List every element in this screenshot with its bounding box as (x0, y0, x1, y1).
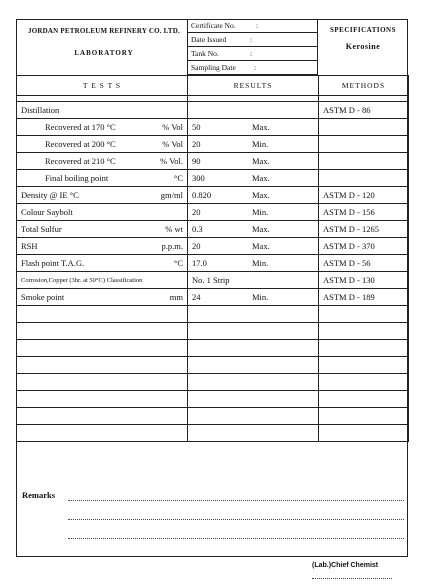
test-unit: °C (173, 173, 183, 183)
result-cell[interactable] (188, 153, 319, 170)
tank-number-row (188, 47, 317, 61)
result-cell[interactable] (188, 255, 319, 272)
empty-table-row (17, 425, 409, 442)
sampling-date-colon: : (254, 63, 257, 72)
result-limit: Min. (252, 207, 269, 217)
method-cell: ASTM D - 120 (319, 187, 409, 204)
test-unit: °C (173, 258, 183, 268)
result-value: 90 (192, 156, 201, 166)
remarks-label: Remarks (22, 490, 56, 500)
empty-cell[interactable] (17, 340, 188, 357)
date-issued-row (188, 33, 317, 47)
remarks-line[interactable] (68, 538, 404, 539)
certificate-row (188, 19, 317, 33)
test-unit: % Vol. (160, 156, 183, 166)
tank-number-colon: : (250, 49, 253, 58)
empty-table-row (17, 408, 409, 425)
test-name-cell (17, 255, 188, 272)
test-unit: p.p.m. (161, 241, 183, 251)
result-limit: Max. (252, 224, 270, 234)
blank-rows (17, 306, 409, 442)
empty-cell[interactable] (17, 391, 188, 408)
empty-cell[interactable] (188, 391, 319, 408)
empty-cell[interactable] (319, 391, 409, 408)
result-value: 0.3 (192, 224, 203, 234)
test-name-cell (17, 136, 188, 153)
empty-cell[interactable] (17, 374, 188, 391)
empty-cell[interactable] (319, 323, 409, 340)
test-name: Smoke point (21, 292, 65, 302)
result-limit: Min. (252, 292, 269, 302)
test-unit: gm/ml (160, 190, 183, 200)
table-row (17, 102, 409, 119)
empty-table-row (17, 391, 409, 408)
chief-chemist-signature-label: (Lab.)Chief Chemist (312, 562, 379, 569)
result-limit: Max. (252, 190, 270, 200)
test-name: Recovered at 210 °C (45, 156, 116, 166)
result-value: 20 (192, 139, 201, 149)
empty-cell[interactable] (319, 408, 409, 425)
table-header-row (17, 76, 409, 96)
department-name: LABORATORY (74, 49, 134, 57)
empty-table-row (17, 340, 409, 357)
method-cell: ASTM D - 1265 (319, 221, 409, 238)
test-name: Total Sulfur (21, 224, 62, 234)
date-issued-colon: : (250, 35, 253, 44)
result-value: 20 (192, 241, 201, 251)
remarks-line[interactable] (68, 519, 404, 520)
result-limit: Min. (252, 139, 269, 149)
test-name-cell (17, 119, 188, 136)
test-name: Density @ IE °C (21, 190, 79, 200)
table-row (17, 136, 409, 153)
result-cell[interactable] (188, 102, 319, 119)
sampling-date-row (188, 61, 317, 75)
empty-cell[interactable] (319, 340, 409, 357)
result-limit: Min. (252, 258, 269, 268)
table-row (17, 170, 409, 187)
result-cell[interactable] (188, 204, 319, 221)
test-name: Corrosion,Copper (3hr. at 50°C) Classification (21, 276, 143, 284)
method-cell (319, 170, 409, 187)
method-cell: ASTM D - 56 (319, 255, 409, 272)
test-name: Final boiling point (45, 173, 109, 183)
result-value: 24 (192, 292, 201, 302)
certificate-number-label: Certificate No. (191, 21, 236, 30)
result-limit: Max. (252, 173, 270, 183)
empty-table-row (17, 357, 409, 374)
test-name: Distillation (21, 105, 60, 115)
table-row (17, 289, 409, 306)
test-unit: % wt (165, 224, 183, 234)
test-name: Recovered at 170 °C (45, 122, 116, 132)
result-cell[interactable] (188, 221, 319, 238)
result-cell[interactable] (188, 170, 319, 187)
empty-cell[interactable] (188, 340, 319, 357)
empty-cell[interactable] (188, 357, 319, 374)
table-row (17, 238, 409, 255)
result-cell[interactable] (188, 136, 319, 153)
result-cell[interactable] (188, 119, 319, 136)
table-row (17, 255, 409, 272)
tests-column-header: T E S T S (17, 76, 188, 96)
empty-table-row (17, 323, 409, 340)
empty-table-row (17, 374, 409, 391)
result-value: 300 (192, 173, 205, 183)
test-name-cell (17, 238, 188, 255)
product-name: Kerosine (345, 42, 381, 51)
method-cell: ASTM D - 370 (319, 238, 409, 255)
test-name-cell (17, 102, 188, 119)
method-cell: ASTM D - 156 (319, 204, 409, 221)
empty-cell[interactable] (188, 323, 319, 340)
table-row (17, 272, 409, 289)
result-limit: Max. (252, 122, 270, 132)
empty-cell[interactable] (188, 425, 319, 442)
sampling-date-label: Sampling Date (191, 63, 236, 72)
table-row (17, 204, 409, 221)
date-issued-label: Date Issued (191, 35, 227, 44)
result-cell[interactable] (188, 272, 319, 289)
empty-cell[interactable] (17, 323, 188, 340)
result-cell[interactable] (188, 187, 319, 204)
method-cell: ASTM D - 86 (319, 102, 409, 119)
table-row (17, 221, 409, 238)
test-unit: % Vol (162, 122, 183, 132)
result-value: No. 1 Strip (192, 275, 230, 285)
remarks-line[interactable] (68, 500, 404, 501)
test-name: Flash point T.A.G. (21, 258, 85, 268)
result-limit: Max. (252, 156, 270, 166)
certificate-info-box (187, 19, 318, 75)
empty-cell[interactable] (319, 374, 409, 391)
method-cell (319, 153, 409, 170)
empty-cell[interactable] (319, 357, 409, 374)
test-name: Colour Saybolt (21, 207, 73, 217)
empty-cell[interactable] (188, 408, 319, 425)
empty-cell[interactable] (188, 306, 319, 323)
data-rows (17, 102, 409, 306)
method-cell: ASTM D - 189 (319, 289, 409, 306)
empty-cell[interactable] (319, 306, 409, 323)
test-name-cell (17, 289, 188, 306)
test-name-cell (17, 272, 188, 289)
table-row (17, 187, 409, 204)
test-unit: % Vol (162, 139, 183, 149)
test-name-cell (17, 153, 188, 170)
methods-column-header: METHODS (319, 76, 409, 96)
empty-table-row (17, 306, 409, 323)
result-cell[interactable] (188, 238, 319, 255)
result-value: 20 (192, 207, 201, 217)
signature-line[interactable] (312, 578, 392, 579)
result-value: 0.820 (192, 190, 212, 200)
method-cell: ASTM D - 130 (319, 272, 409, 289)
certificate-number-colon: : (256, 21, 259, 30)
results-column-header: RESULTS (188, 76, 319, 96)
result-cell[interactable] (188, 289, 319, 306)
empty-cell[interactable] (17, 425, 188, 442)
empty-cell[interactable] (188, 374, 319, 391)
tank-number-label: Tank No. (191, 49, 219, 58)
method-cell (319, 136, 409, 153)
test-name-cell (17, 170, 188, 187)
method-cell (319, 119, 409, 136)
empty-cell[interactable] (319, 425, 409, 442)
result-value: 50 (192, 122, 201, 132)
empty-cell[interactable] (17, 408, 188, 425)
specifications-title: SPECIFICATIONS (330, 26, 396, 34)
company-name: JORDAN PETROLEUM REFINERY CO. LTD. (28, 27, 180, 35)
result-limit: Max. (252, 241, 270, 251)
empty-cell[interactable] (17, 306, 188, 323)
test-unit: mm (169, 292, 183, 302)
test-name-cell (17, 204, 188, 221)
test-name: Recovered at 200 °C (45, 139, 116, 149)
test-name-cell (17, 221, 188, 238)
result-value: 17.0 (192, 258, 207, 268)
table-row (17, 119, 409, 136)
empty-cell[interactable] (17, 357, 188, 374)
test-name: RSH (21, 241, 38, 251)
table-row (17, 153, 409, 170)
test-name-cell (17, 187, 188, 204)
test-results-table (16, 75, 409, 442)
